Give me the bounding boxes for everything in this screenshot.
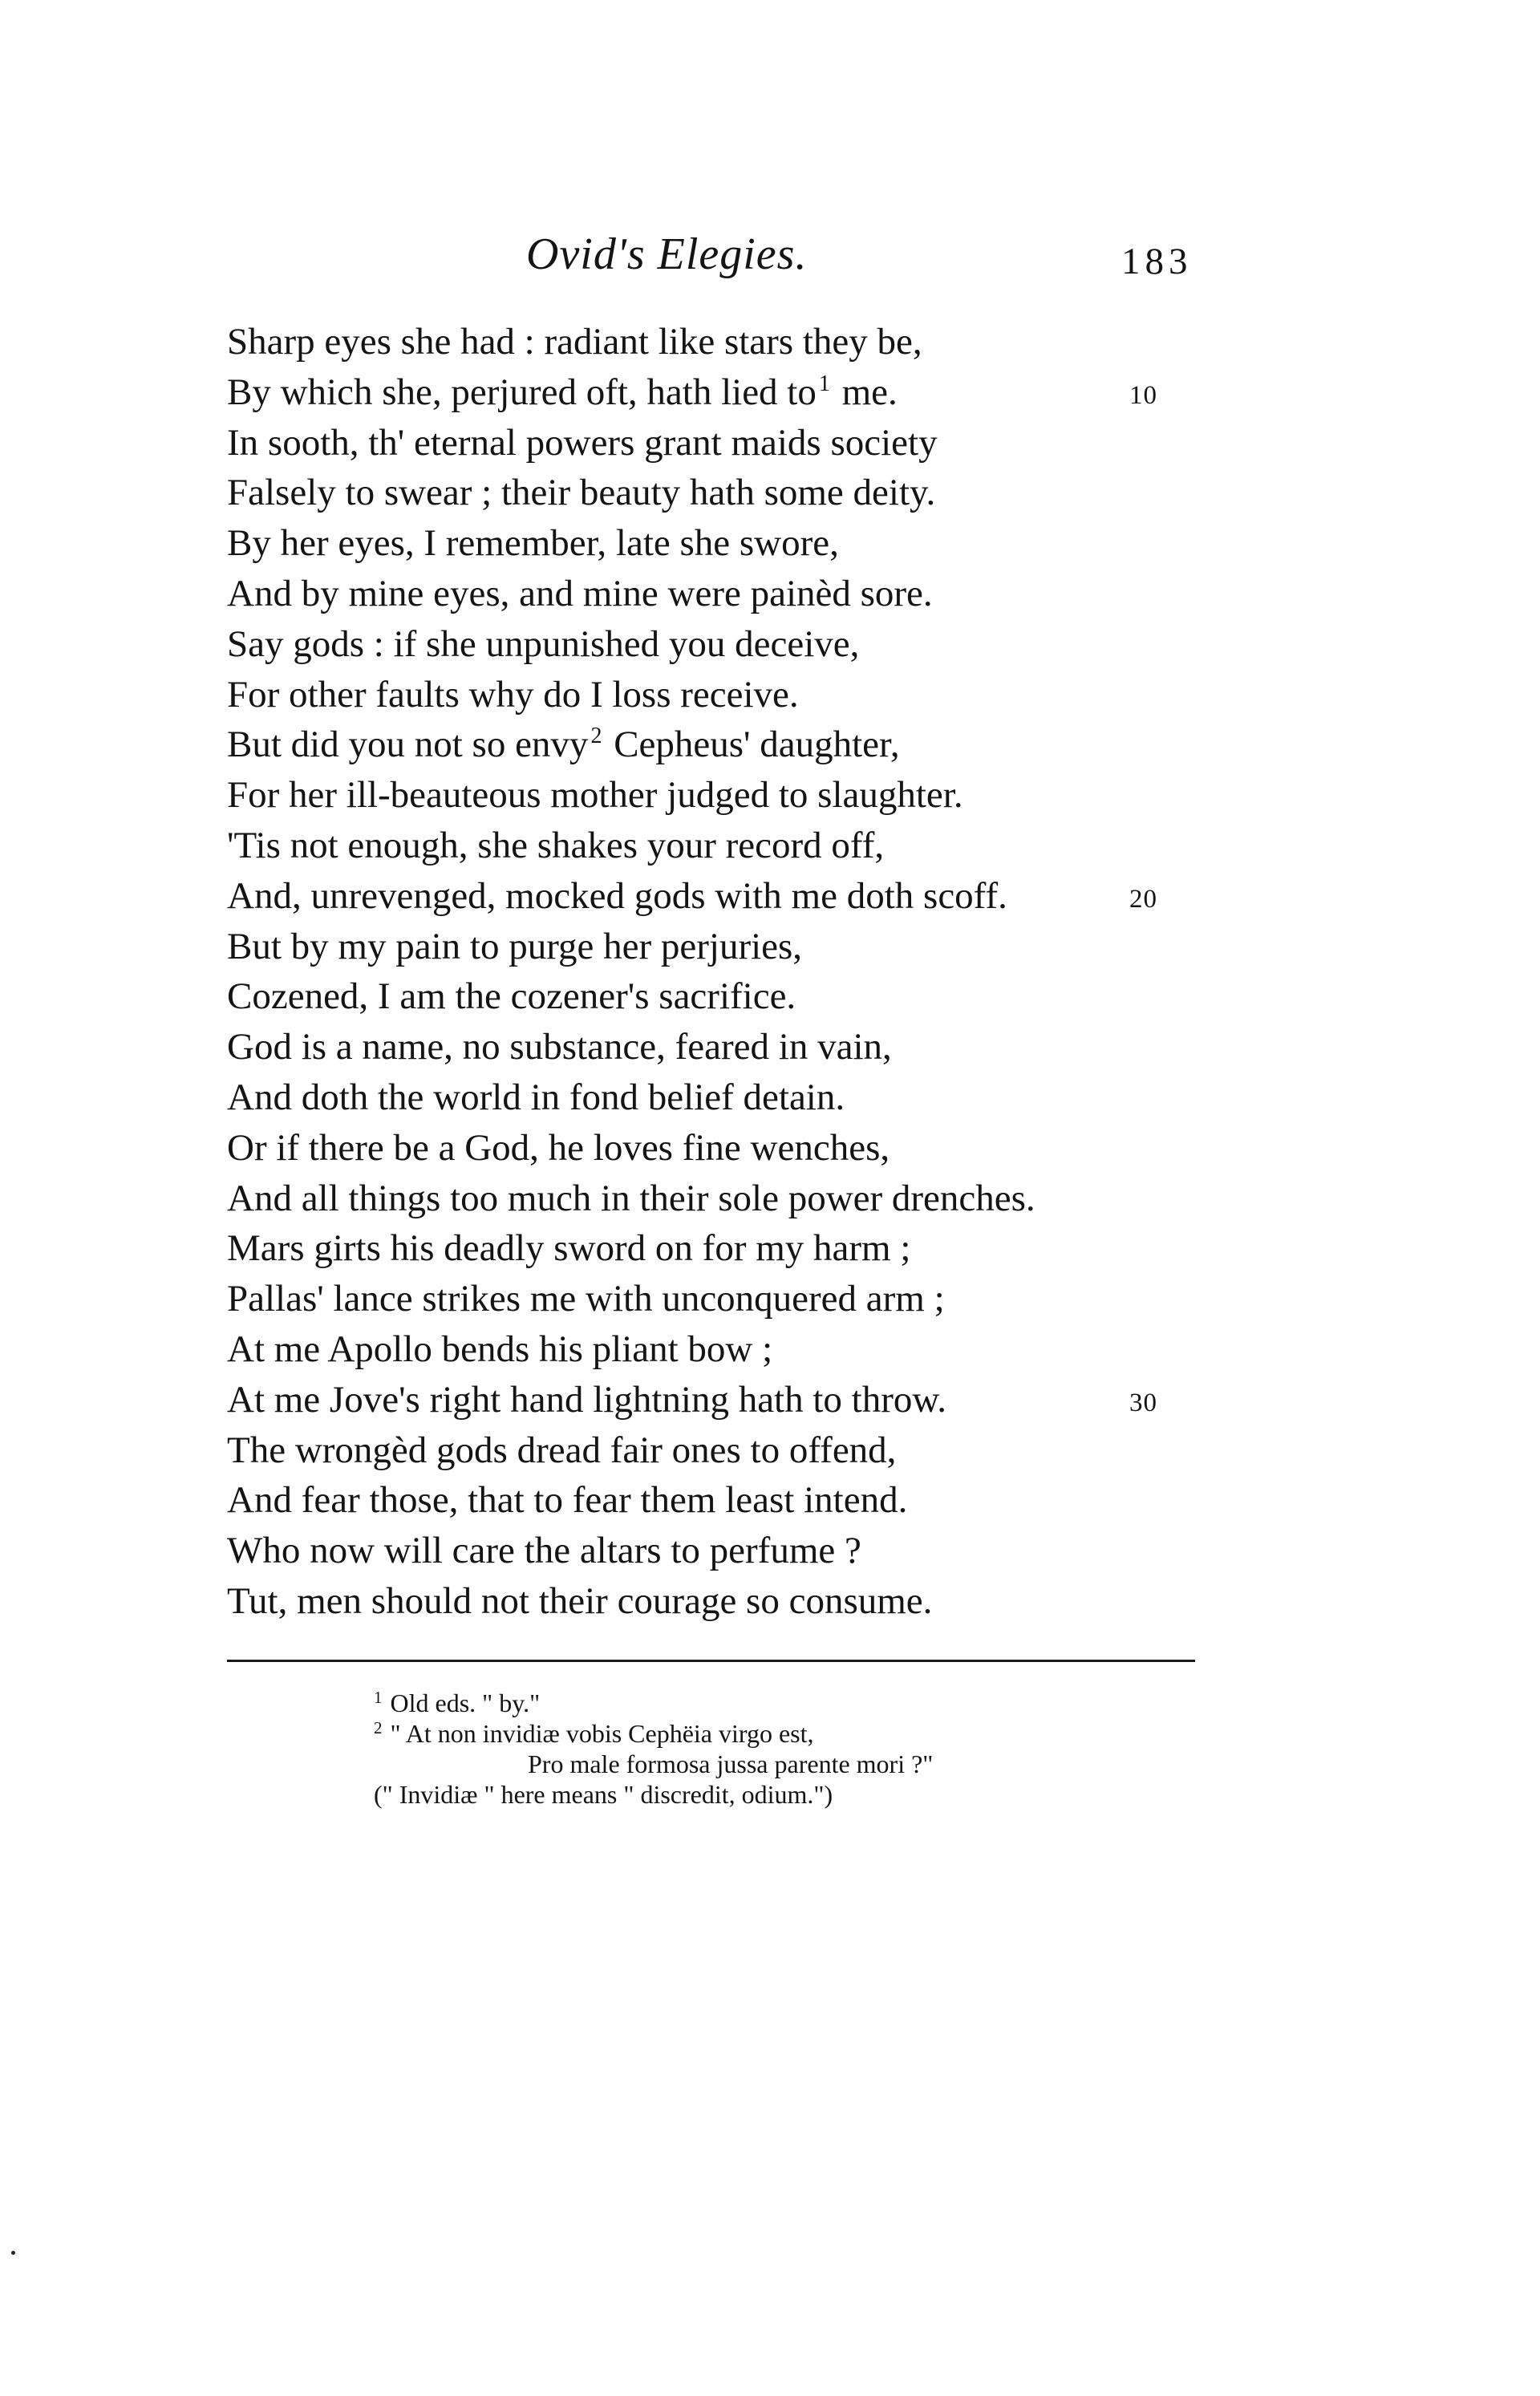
verse-text-main: At me Apollo bends his pliant bow ;: [227, 1328, 773, 1370]
line-number: 10: [1129, 380, 1157, 410]
verse-text-main: Falsely to swear ; their beauty hath some deity.: [227, 472, 936, 514]
verse-text: [227, 821, 884, 871]
verse-line: [227, 871, 1238, 922]
verse-line: [227, 468, 1238, 518]
verse-text-main: And by mine eyes, and mine were painèd sore.: [227, 572, 933, 614]
verse-text-main: By her eyes, I remember, late she swore,: [227, 522, 839, 565]
footnote-text: Pro male formosa jussa parente mori ?": [528, 1749, 934, 1778]
footnote-reference: 2: [590, 724, 602, 749]
verse-line: [227, 619, 1238, 670]
verse-text: [227, 1022, 892, 1072]
verse-line: [227, 922, 1238, 972]
verse-text-main: In sooth, th' eternal powers grant maids society: [227, 421, 938, 464]
verse-text-main: Tut, men should not their courage so consume.: [227, 1579, 933, 1622]
line-number: 30: [1129, 1388, 1157, 1417]
verse-text: [227, 518, 839, 569]
verse-text: [227, 1375, 946, 1425]
verse-text: [227, 971, 796, 1022]
verse-text: [227, 367, 898, 424]
verse-line: [227, 1123, 1238, 1174]
verse-text: [227, 619, 859, 670]
verse-text-main: For her ill-beauteous mother judged to slaughter.: [227, 774, 963, 817]
verse-text: [227, 1475, 907, 1526]
verse-line: [227, 1324, 1238, 1375]
verse-line: [227, 1475, 1238, 1526]
verse-line: [227, 317, 1238, 367]
footnote-mark: 1: [374, 1688, 383, 1707]
verse-text-main: Or if there be a God, he loves fine wenches,: [227, 1126, 890, 1169]
footnotes: [374, 1688, 1176, 1810]
verse-text: [227, 720, 900, 776]
footnote-reference: 1: [818, 371, 830, 396]
verse-text-main: Who now will care the altars to perfume ?: [227, 1530, 861, 1572]
verse-text: [227, 1425, 896, 1476]
running-header: [0, 229, 1540, 293]
verse-line: [227, 1223, 1238, 1274]
verse-text-main: Cozened, I am the cozener's sacrifice.: [227, 975, 796, 1018]
verse-text-continuation: Cepheus' daughter,: [604, 724, 900, 766]
verse-text: [227, 1526, 861, 1576]
footnote-divider: [227, 1660, 1195, 1662]
verse-text: [227, 569, 933, 619]
verse-text: [227, 317, 922, 367]
verse-line: [227, 1576, 1238, 1627]
footnote: [374, 1688, 1176, 1718]
verse-text: [227, 418, 938, 468]
verse-text-main: God is a name, no substance, feared in vain,: [227, 1026, 892, 1068]
verse-line: [227, 1425, 1238, 1476]
verse-line: [227, 418, 1238, 468]
verse-line: [227, 569, 1238, 619]
verse-text-main: 'Tis not enough, she shakes your record off,: [227, 824, 885, 866]
poem-body: [227, 317, 1238, 1627]
verse-line: [227, 770, 1238, 821]
line-number: 20: [1129, 884, 1157, 914]
verse-line: [227, 670, 1238, 720]
verse-text: [227, 1576, 932, 1627]
verse-text: [227, 922, 802, 972]
verse-text: [227, 1123, 890, 1174]
verse-text-main: And all things too much in their sole power drenches.: [227, 1177, 1035, 1219]
verse-text: [227, 1274, 945, 1324]
verse-line: [227, 971, 1238, 1022]
verse-text-main: But by my pain to purge her perjuries,: [227, 925, 803, 967]
verse-text-main: Say gods : if she unpunished you deceive,: [227, 622, 860, 665]
print-speck: [11, 2251, 15, 2255]
footnote-text: (" Invidiæ " here means " discredit, odium."): [374, 1780, 833, 1809]
verse-line: [227, 518, 1238, 569]
verse-text: [227, 1174, 1035, 1224]
verse-text-main: But did you not so envy: [227, 724, 589, 766]
footnote: [374, 1749, 1176, 1779]
verse-line: [227, 1274, 1238, 1324]
verse-text-main: Mars girts his deadly sword on for my harm ;: [227, 1227, 911, 1270]
footnote: [374, 1779, 1176, 1810]
page-number: 183: [1121, 241, 1193, 282]
verse-text-continuation: me.: [832, 371, 898, 413]
verse-text-main: And doth the world in fond belief detain.: [227, 1076, 845, 1118]
verse-text-main: By which she, perjured oft, hath lied to: [227, 371, 817, 413]
footnote-text: Old eds. " by.": [390, 1689, 541, 1717]
verse-text: [227, 871, 1007, 922]
verse-text-main: The wrongèd gods dread fair ones to offend,: [227, 1429, 897, 1471]
footnote: [374, 1718, 1176, 1749]
verse-line: [227, 1375, 1238, 1425]
verse-line: [227, 1072, 1238, 1123]
verse-text-main: And, unrevenged, mocked gods with me doth scoff.: [227, 874, 1007, 917]
verse-text: [227, 1324, 772, 1375]
verse-line: [227, 1526, 1238, 1576]
verse-line: [227, 1022, 1238, 1072]
verse-text: [227, 770, 963, 821]
verse-line: [227, 720, 1238, 770]
footnote-mark: 2: [374, 1718, 383, 1737]
verse-text-main: For other faults why do I loss receive.: [227, 673, 799, 716]
verse-text: [227, 1223, 910, 1274]
verse-text: [227, 468, 935, 518]
running-title: Ovid's Elegies.: [526, 229, 808, 279]
verse-line: [227, 821, 1238, 871]
verse-text-main: Sharp eyes she had : radiant like stars they be,: [227, 321, 922, 363]
verse-text-main: Pallas' lance strikes me with unconquered arm ;: [227, 1278, 945, 1320]
verse-text-main: At me Jove's right hand lightning hath to throw.: [227, 1378, 947, 1421]
verse-text-main: And fear those, that to fear them least intend.: [227, 1479, 908, 1522]
verse-text: [227, 1072, 845, 1123]
footnote-text: " At non invidiæ vobis Cephëia virgo est,: [390, 1719, 814, 1748]
verse-line: [227, 1174, 1238, 1224]
verse-text: [227, 670, 799, 720]
verse-line: [227, 367, 1238, 418]
